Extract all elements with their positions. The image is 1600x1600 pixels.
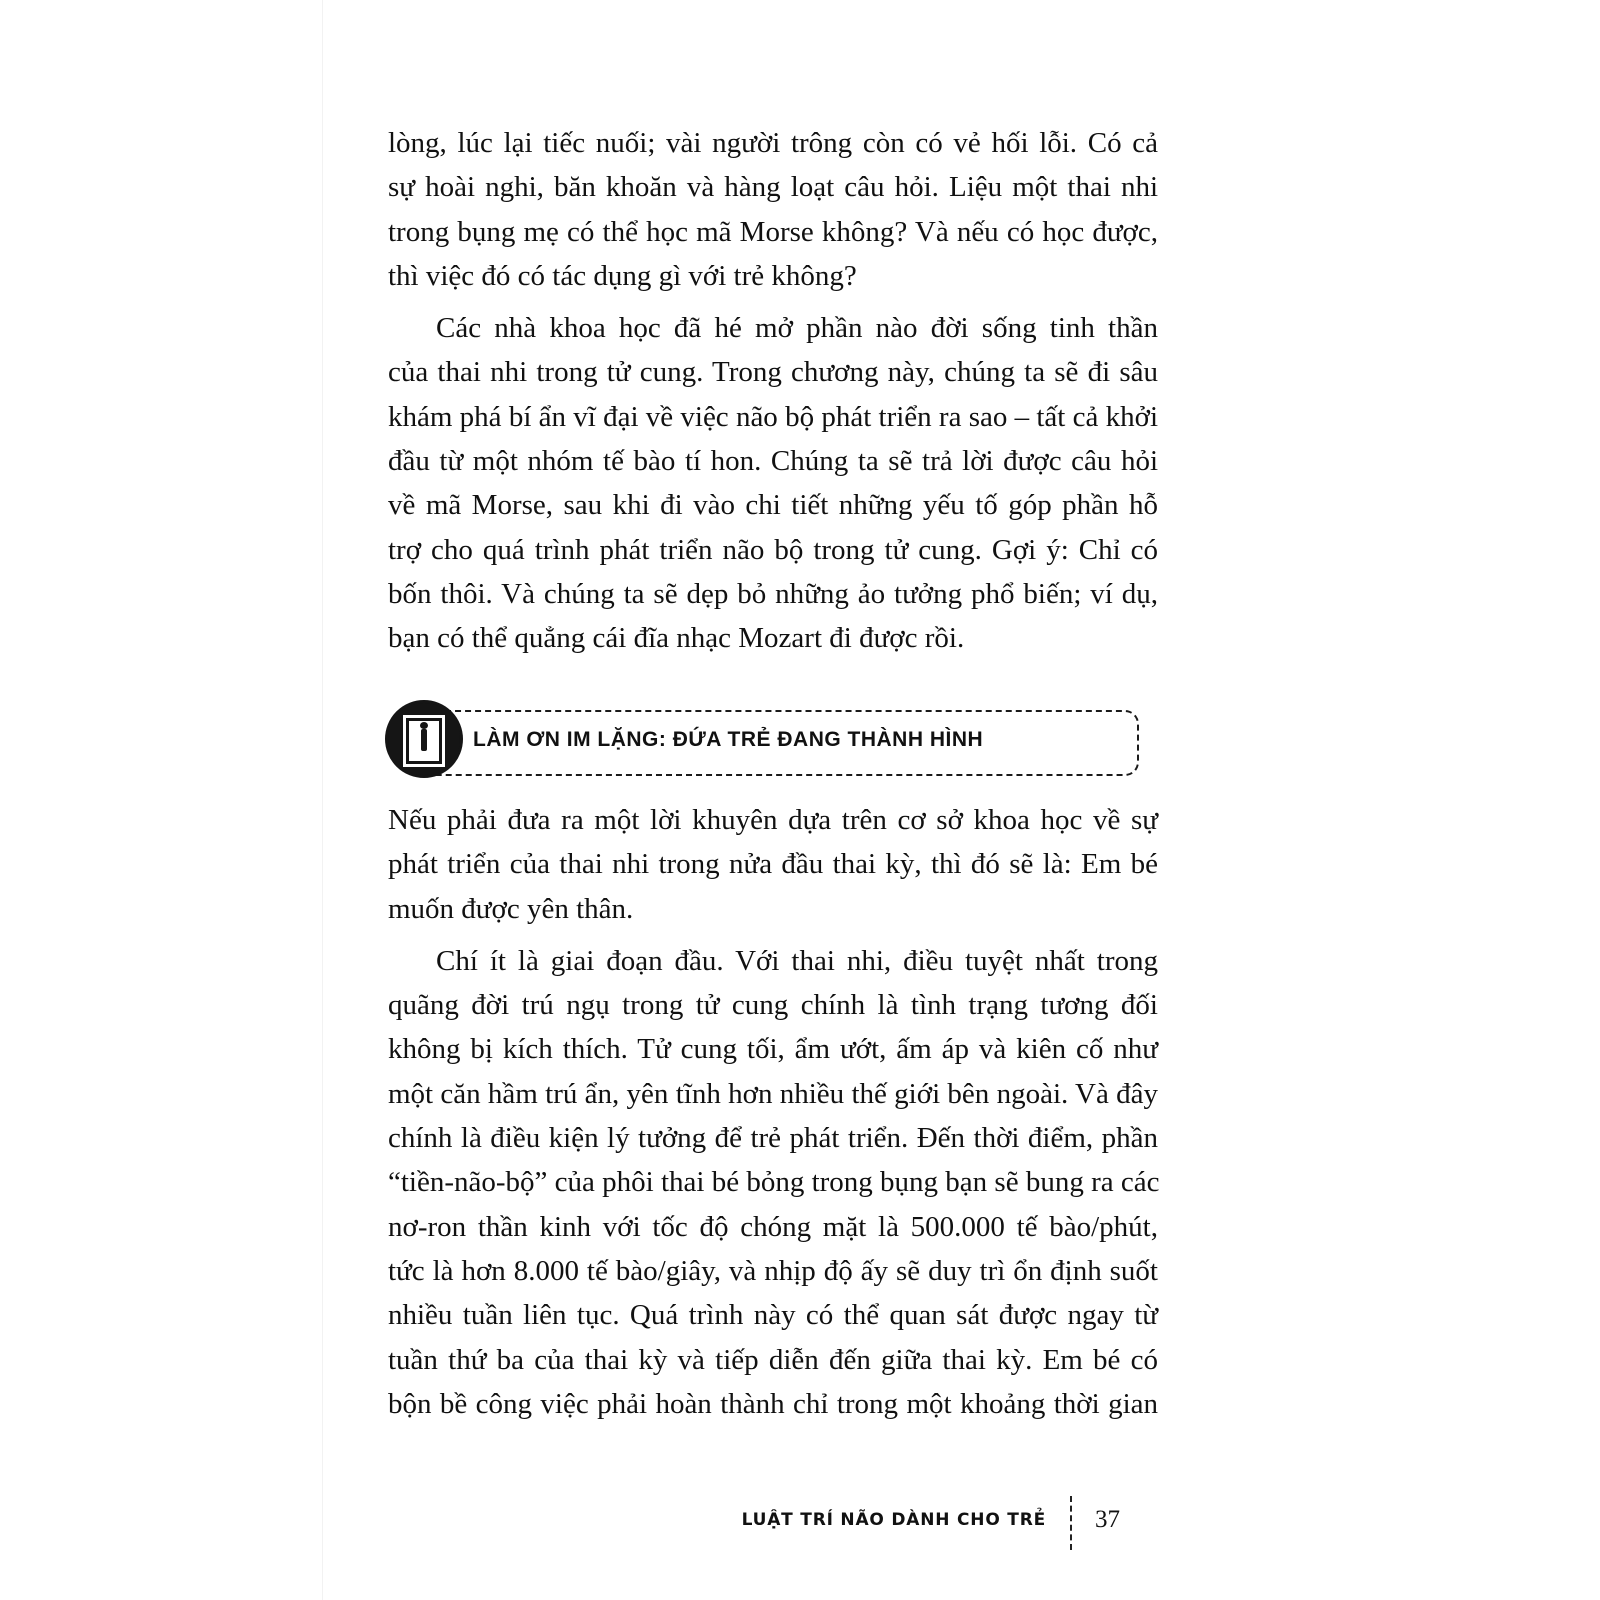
- text-line: của thai nhi trong tử cung. Trong chương này, chúng ta sẽ đi sâu: [388, 356, 1158, 389]
- text-line: sự hoài nghi, băn khoăn và hàng loạt câu hỏi. Liệu một thai nhi: [388, 171, 1158, 204]
- text-line: “tiền-não-bộ” của phôi thai bé bỏng trong bụng bạn sẽ bung ra các: [388, 1166, 1160, 1199]
- text-line: nơ-ron thần kinh với tốc độ chóng mặt là 500.000 tế bào/phút,: [388, 1210, 1158, 1243]
- page-footer: [741, 1500, 1158, 1550]
- text-line: Chí ít là giai đoạn đầu. Với thai nhi, điều tuyệt nhất trong: [436, 944, 1158, 977]
- text-line: trong bụng mẹ có thể học mã Morse không? Và nếu có học được,: [388, 215, 1158, 248]
- text-line: không bị kích thích. Tử cung tối, ẩm ướt, ấm áp và kiên cố như: [388, 1033, 1158, 1066]
- section-title: LÀM ƠN IM LẶNG: ĐỨA TRẺ ĐANG THÀNH HÌNH: [473, 728, 984, 751]
- text-line: bạn có thể quẳng cái đĩa nhạc Mozart đi được rồi.: [388, 622, 965, 655]
- text-line: bộn bề công việc phải hoàn thành chỉ trong một khoảng thời gian: [388, 1387, 1158, 1420]
- text-line: phát triển của thai nhi trong nửa đầu thai kỳ, thì đó sẽ là: Em bé: [388, 848, 1158, 881]
- text-line: về mã Morse, sau khi đi vào chi tiết những yếu tố góp phần hỗ: [388, 489, 1158, 522]
- footer-divider: [1070, 1496, 1072, 1550]
- text-line: nhiều tuần liên tục. Quá trình này có thể quan sát được ngay từ: [388, 1299, 1158, 1332]
- text-line: tuần thứ ba của thai kỳ và tiếp diễn đến giữa thai kỳ. Em bé có: [388, 1343, 1158, 1376]
- body-text-top: [388, 121, 1158, 661]
- paragraph: [388, 306, 1158, 660]
- paragraph: [388, 121, 1158, 298]
- text-line: tức là hơn 8.000 tế bào/giây, và nhịp độ ấy sẽ duy trì ổn định suốt: [388, 1254, 1158, 1287]
- section-heading: [385, 698, 1155, 780]
- text-line: quãng đời trú ngụ trong tử cung chính là tình trạng tương đối: [388, 989, 1158, 1022]
- text-line: Các nhà khoa học đã hé mở phần nào đời sống tinh thần: [436, 312, 1158, 345]
- paragraph: [388, 939, 1158, 1426]
- text-line: bốn thôi. Và chúng ta sẽ dẹp bỏ những ảo tưởng phổ biến; ví dụ,: [388, 577, 1158, 610]
- text-line: chính là điều kiện lý tưởng để trẻ phát triển. Đến thời điểm, phần: [388, 1122, 1158, 1155]
- page-edge-shadow: [322, 0, 323, 1600]
- text-line: lòng, lúc lại tiếc nuối; vài người trông còn có vẻ hối lỗi. Có cả: [388, 127, 1158, 159]
- text-line: muốn được yên thân.: [388, 892, 634, 925]
- text-line: một căn hầm trú ẩn, yên tĩnh hơn nhiều thế giới bên ngoài. Và đây: [388, 1077, 1158, 1110]
- text-line: trợ cho quá trình phát triển não bộ trong tử cung. Gợi ý: Chỉ có: [388, 533, 1158, 566]
- body-text-bottom: [388, 798, 1158, 1426]
- paragraph: [388, 798, 1158, 931]
- text-line: thì việc đó có tác dụng gì với trẻ không?: [388, 259, 857, 292]
- door-icon-glyph: [406, 718, 442, 764]
- text-line: đầu từ một nhóm tế bào tí hon. Chúng ta sẽ trả lời được câu hỏi: [388, 445, 1158, 478]
- door-icon: [385, 700, 463, 778]
- page-number: 37: [1095, 1506, 1120, 1533]
- text-line: Nếu phải đưa ra một lời khuyên dựa trên cơ sở khoa học về sự: [388, 804, 1158, 836]
- text-line: khám phá bí ẩn vĩ đại về việc não bộ phát triển ra sao – tất cả khởi: [388, 400, 1158, 433]
- running-title: LUẬT TRÍ NÃO DÀNH CHO TRẺ: [741, 1510, 1046, 1530]
